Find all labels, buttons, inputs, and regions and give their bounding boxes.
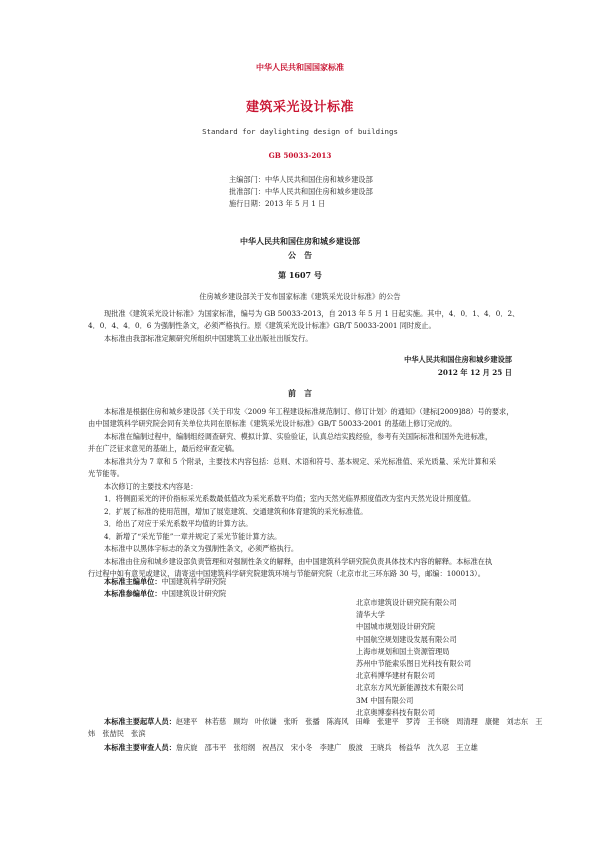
drafters-row xyxy=(104,716,542,728)
announcement-title: 公 告 xyxy=(288,250,312,260)
preface-p2-line1: 本标准在编制过程中，编制组经调查研究、模拟计算、实验验证，认真总结实践经验，参考有关国际标准和国外先进标准， xyxy=(104,432,493,441)
participant-unit: 中国航空规划建设发展有限公司 xyxy=(356,634,457,644)
participant-unit-first: 中国建筑设计研究院 xyxy=(161,589,227,598)
participant-unit: 北京市建筑设计研究院有限公司 xyxy=(356,598,457,607)
participant-unit: 清华大学 xyxy=(356,610,385,620)
preface-p5: 本标准中以黑体字标志的条文为强制性条文，必须严格执行。 xyxy=(104,544,299,553)
participant-unit: 3M 中国有限公司 xyxy=(356,695,414,705)
announcement-para1-line2: 4．0．4、4．0．6 为强制性条文，必须严格执行。原《建筑采光设计标准》GB/T 50033-2001 同时废止。 xyxy=(88,321,436,330)
announcement-signature: 中华人民共和国住房和城乡建设部 xyxy=(404,355,512,364)
approval-dept: 批准部门：中华人民共和国住房和城乡建设部 xyxy=(229,187,373,196)
participant-unit-label: 本标准参编单位： xyxy=(104,589,162,598)
drafters-names-line1: 赵建平 林若慈 顾均 叶依谦 张昕 张播 陈海风 田峰 张建平 罗涛 王书晓 周清理 康健 刘志东 王 xyxy=(175,717,543,726)
participant-unit: 北京科博华建材有限公司 xyxy=(356,671,436,681)
revision-item-3: 3．给出了对应于采光系数平均值的计算方法。 xyxy=(104,519,253,528)
preface-p1-line1: 本标准是根据住房和城乡建设部《关于印发〈2009 年工程建设标准规范制订、修订计划〉的通知》（建标[2009]88）号的要求， xyxy=(104,407,514,416)
announcement-date: 2012 年 12 月 25 日 xyxy=(437,368,512,377)
announcement-para2: 本标准由我部标准定额研究所组织中国建筑工业出版社出版发行。 xyxy=(104,334,313,343)
reviewers-row xyxy=(104,742,478,754)
reviewers-names: 詹庆旋 邵韦平 张绍纲 祝昌汉 宋小冬 李建广 殷波 王晓兵 杨益华 沈久忍 王立雄 xyxy=(175,743,478,752)
chief-unit-name: 中国建筑科学研究院 xyxy=(161,577,227,586)
chief-unit-label: 本标准主编单位： xyxy=(104,577,162,586)
participant-unit-row xyxy=(104,588,226,600)
revision-item-2: 2．扩展了标准的使用范围，增加了展览建筑、交通建筑和体育建筑的采光标准值。 xyxy=(104,507,368,516)
drafters-names-line2: 炜 张喆民 张滨 xyxy=(88,729,146,738)
drafters-label: 本标准主要起草人员： xyxy=(104,717,176,726)
document-title: 建筑采光设计标准 xyxy=(245,100,354,115)
preface-p6-line1: 本标准由住房和城乡建设部负责管理和对强制性条文的解释，由中国建筑科学研究院负责具体技术内容的解释。本标准在执 xyxy=(104,557,493,566)
preface-p6-line2: 行过程中如有意见或建议，请寄送中国建筑科学研究院建筑环境与节能研究院（北京市北三环东路 30 号，邮编：100013）。 xyxy=(88,569,485,578)
announcement-number: 第 1607 号 xyxy=(278,270,322,280)
preface-p2-line2: 并在广泛征求意见的基础上，最后经审查定稿。 xyxy=(88,444,239,453)
english-title: Standard for daylighting design of buildings xyxy=(202,127,398,136)
preface-p3-line2: 光节能等。 xyxy=(88,469,124,478)
participant-unit-list xyxy=(356,597,471,719)
revision-item-1: 1．将侧面采光的评价指标采光系数最低值改为采光系数平均值；室内天然光临界照度值改为室内天然光设计照度值。 xyxy=(104,494,476,503)
participant-unit: 北京奥博泰科技有限公司 xyxy=(356,707,436,717)
standard-type: 中华人民共和国国家标准 xyxy=(256,62,344,72)
effective-date: 施行日期：2013 年 5 月 1 日 xyxy=(229,199,326,208)
announcement-subject: 住房城乡建设部关于发布国家标准《建筑采光设计标准》的公告 xyxy=(199,292,401,301)
chief-unit-row xyxy=(104,576,226,588)
preface-p3-line1: 本标准共分为 7 章和 5 个附录，主要技术内容包括：总则、术语和符号、基本规定、采光标准值、采光质量、采光计算和采 xyxy=(104,457,497,466)
participant-unit: 苏州中节能索乐图日光科技有限公司 xyxy=(356,659,472,669)
announcement-issuer: 中华人民共和国住房和城乡建设部 xyxy=(240,236,360,246)
chief-editor-dept: 主编部门：中华人民共和国住房和城乡建设部 xyxy=(229,175,373,184)
preface-p1-line2: 由中国建筑科学研究院会同有关单位共同在原标准《建筑采光设计标准》GB/T 50033-2001 的基础上修订完成的。 xyxy=(88,419,457,428)
participant-unit: 上海市规划和国土资源管理局 xyxy=(356,646,450,656)
reviewers-label: 本标准主要审查人员： xyxy=(104,743,176,752)
preface-heading: 前 言 xyxy=(288,388,312,398)
revision-item-4: 4．新增了“采光节能”一章并规定了采光节能计算方法。 xyxy=(104,532,282,541)
announcement-para1-line1: 现批准《建筑采光设计标准》为国家标准，编号为 GB 50033-2013，自 2013 年 5 月 1 日起实施。其中，4．0．1、4．0．2、 xyxy=(104,309,520,318)
preface-p4: 本次修订的主要技术内容是： xyxy=(104,482,198,491)
participant-unit: 北京东方风光新能源技术有限公司 xyxy=(356,683,464,693)
participant-unit: 中国城市规划设计研究院 xyxy=(356,622,436,632)
standard-code: GB 50033-2013 xyxy=(268,151,332,160)
